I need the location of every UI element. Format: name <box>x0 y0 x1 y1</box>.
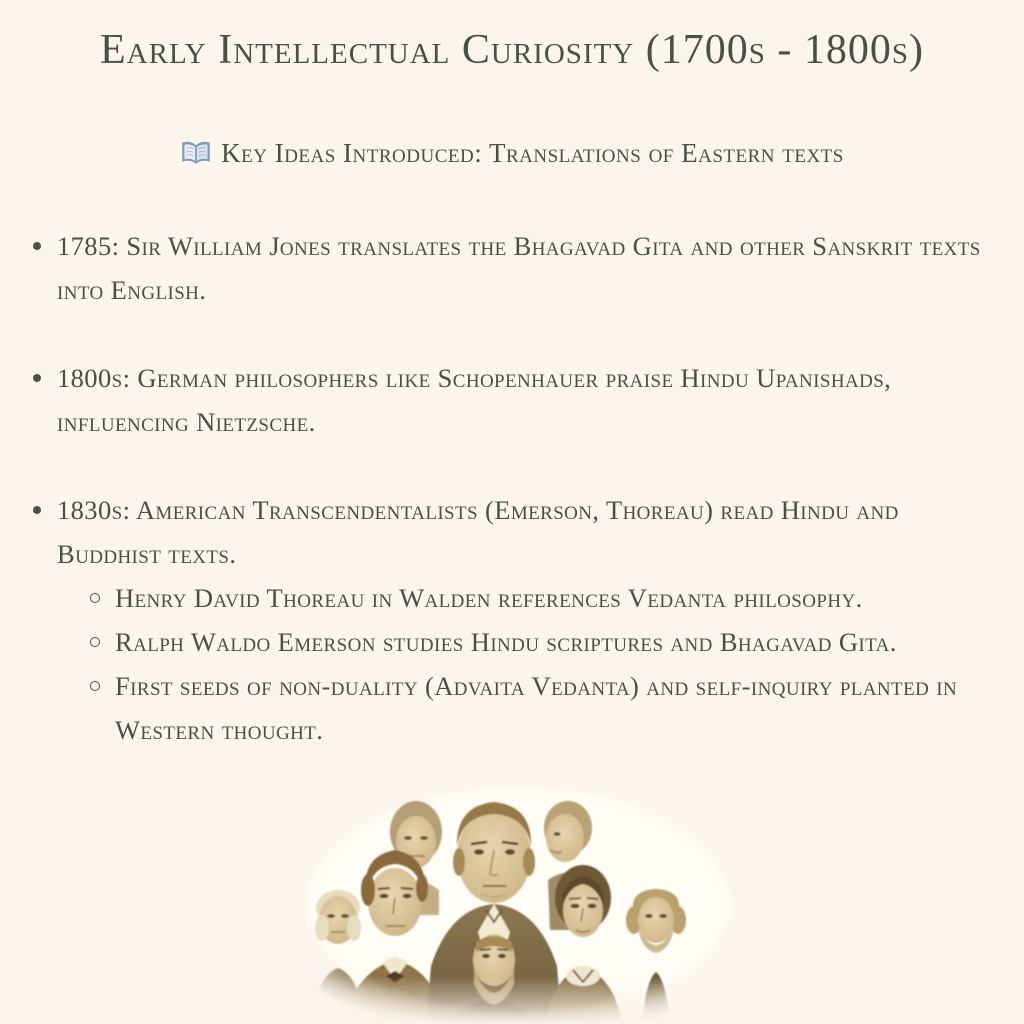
bullet-text: 1785: Sir William Jones translates the Bhagavad Gita and other Sanskrit texts into English. <box>57 231 981 305</box>
sub-bullet-item <box>88 664 1008 752</box>
subtitle-text: Key Ideas Introduced: Translations of Eastern texts <box>221 138 844 168</box>
sub-bullet-text: Ralph Waldo Emerson studies Hindu scriptures and Bhagavad Gita. <box>115 627 897 657</box>
bullet-item <box>32 224 1008 312</box>
collage-bottom-fade <box>298 976 738 1024</box>
subtitle <box>0 138 1024 169</box>
sub-bullet-text: First seeds of non-duality (Advaita Vedanta) and self-inquiry planted in Western thought. <box>115 671 958 745</box>
sub-bullet-item <box>88 576 1008 620</box>
bullet-text: 1800s: German philosophers like Schopenhauer praise Hindu Upanishads, influencing Nietzsche. <box>57 363 892 437</box>
transcendentalists-collage-image <box>298 780 738 1024</box>
page-title: Early Intellectual Curiosity (1700s - 1800s) <box>100 27 924 73</box>
bullet-list <box>32 224 1008 796</box>
bullet-item <box>32 356 1008 444</box>
bullet-text: 1830s: American Transcendentalists (Emerson, Thoreau) read Hindu and Buddhist texts. <box>57 495 899 569</box>
sub-bullet-text: Henry David Thoreau in Walden references Vedanta philosophy. <box>115 583 863 613</box>
bullet-item <box>32 488 1008 752</box>
sub-bullet-item <box>88 620 1008 664</box>
sub-bullet-list <box>57 576 1008 752</box>
open-book-icon <box>180 140 212 168</box>
